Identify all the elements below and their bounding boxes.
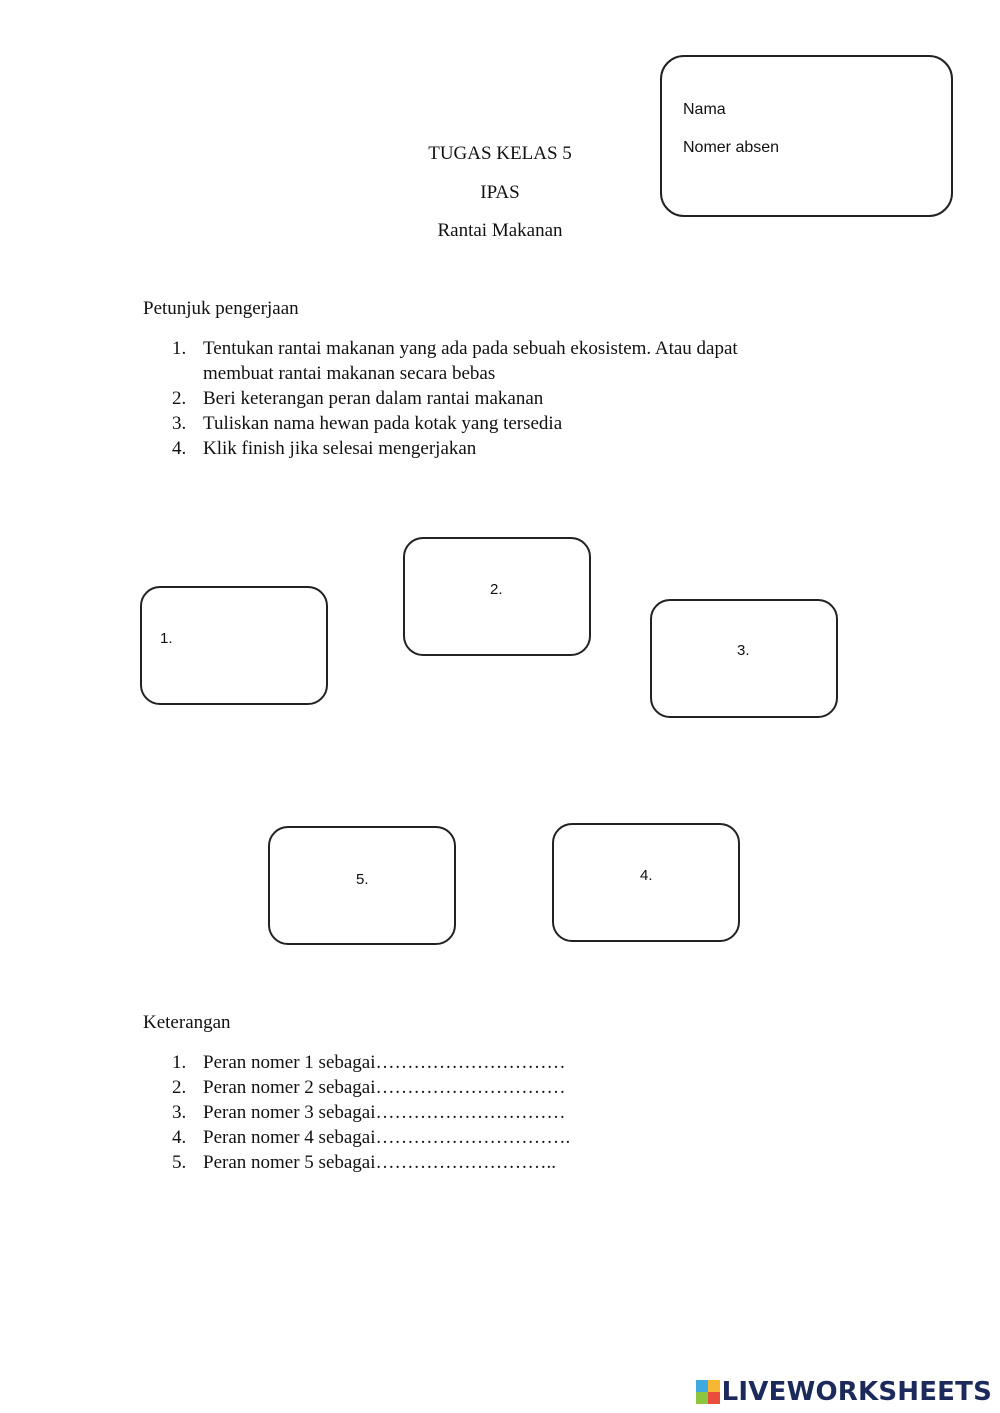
keterangan-heading: Keterangan xyxy=(143,1012,231,1033)
chain-box-label: 2. xyxy=(490,581,503,598)
chain-box-label: 3. xyxy=(737,642,750,659)
list-item: 4. Klik finish jika selesai mengerjakan xyxy=(172,438,477,459)
topic-title: Rantai Makanan xyxy=(437,220,563,241)
list-item: 1. Tentukan rantai makanan yang ada pada sebuah ekosistem. Atau dapat membuat rantai makanan secara bebas xyxy=(172,338,738,384)
page-title: TUGAS KELAS 5 xyxy=(428,143,572,164)
absence-number-label: Nomer absen xyxy=(683,139,780,156)
chain-box-2[interactable] xyxy=(403,537,591,656)
chain-box-3[interactable] xyxy=(650,599,838,718)
list-item: 4. Peran nomer 4 sebagai…………………………. xyxy=(172,1127,571,1148)
chain-box-5[interactable] xyxy=(268,826,456,945)
list-item: 2. Peran nomer 2 sebagai………………………… xyxy=(172,1077,566,1098)
liveworksheets-logo xyxy=(696,1377,992,1407)
chain-box-label: 4. xyxy=(640,867,653,884)
chain-box-1[interactable] xyxy=(140,586,328,705)
subject-title: IPAS xyxy=(480,182,520,203)
list-item: 1. Peran nomer 1 sebagai………………………… xyxy=(172,1052,566,1073)
chain-box-4[interactable] xyxy=(552,823,740,942)
chain-box-label: 1. xyxy=(160,630,173,647)
instructions-heading: Petunjuk pengerjaan xyxy=(143,298,299,319)
instructions-list xyxy=(172,336,812,461)
list-item: 2. Beri keterangan peran dalam rantai makanan xyxy=(172,388,544,409)
keterangan-list xyxy=(172,1050,772,1175)
brand-name: LIVEWORKSHEETS xyxy=(721,1377,992,1407)
name-label: Nama xyxy=(683,101,726,118)
logo-icon xyxy=(696,1380,720,1404)
list-item: 5. Peran nomer 5 sebagai……………………….. xyxy=(172,1152,557,1173)
chain-box-label: 5. xyxy=(356,871,369,888)
list-item: 3. Peran nomer 3 sebagai………………………… xyxy=(172,1102,566,1123)
list-item: 3. Tuliskan nama hewan pada kotak yang tersedia xyxy=(172,413,563,434)
